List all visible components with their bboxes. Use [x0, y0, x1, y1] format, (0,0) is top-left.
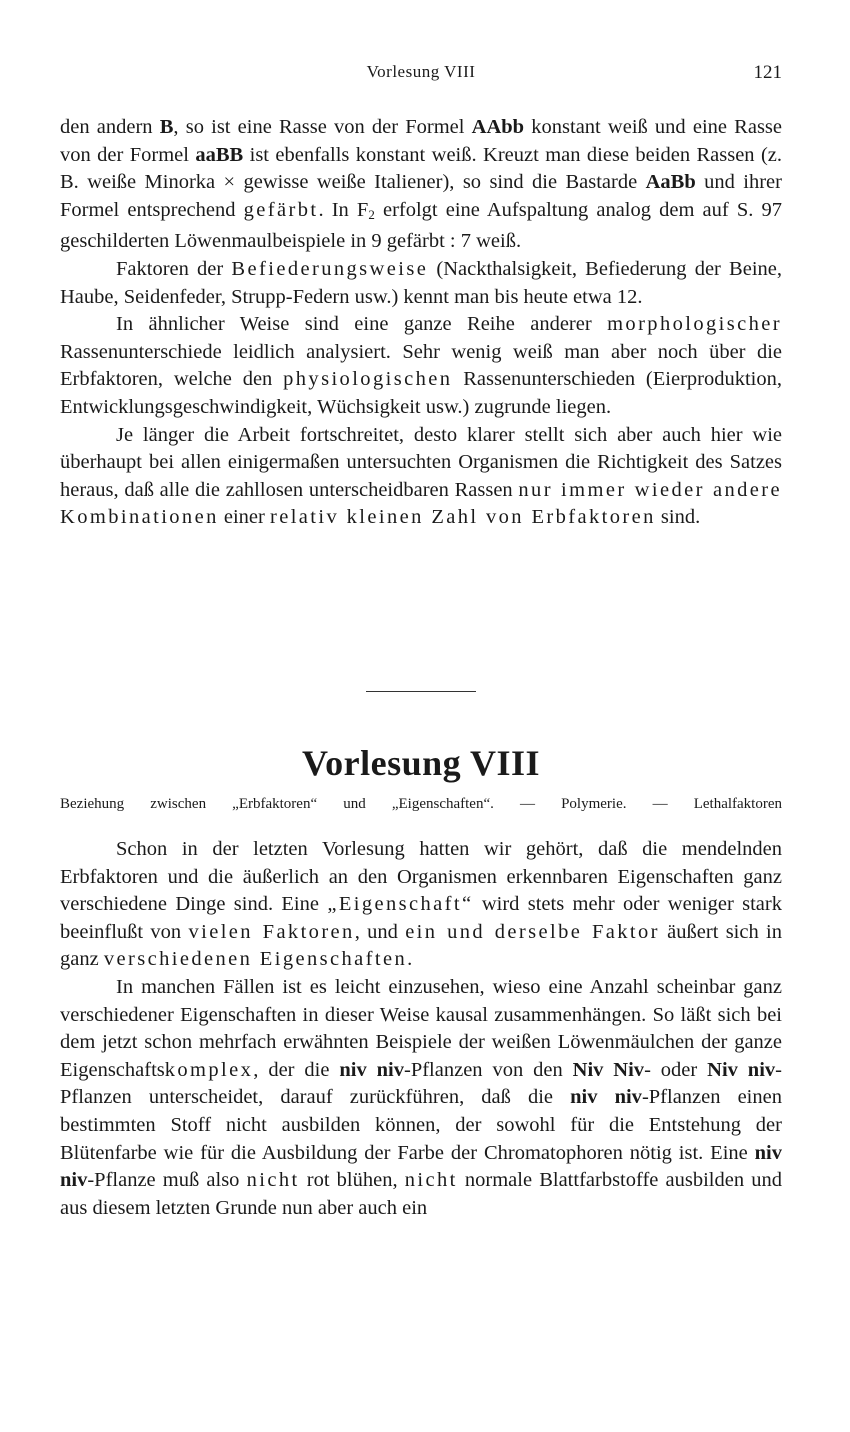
paragraph: In ähnlicher Weise sind eine ganze Reihe anderer morphologischer Rassenunterschiede leidlich analysiert. Sehr wenig weiß man aber noch über die Erbfaktoren, welche den physiologischen Rassenunterschieden (Eierproduktion, Entwicklungsgeschwindigkeit, Wüchsigkeit usw.) zugrunde liegen. [60, 313, 782, 418]
section-divider [366, 691, 476, 692]
section-continued-text [60, 114, 782, 532]
paragraph: Faktoren der Befiederungsweise (Nackthalsigkeit, Befiederung der Beine, Haube, Seidenfeder, Strupp-Federn usw.) kennt man bis heute etwa 12. [60, 257, 782, 308]
paragraph: In manchen Fällen ist es leicht einzusehen, wieso eine Anzahl scheinbar ganz verschiedener Eigenschaften in dieser Weise kausal zusammenhängen. So läßt sich bei dem jetzt schon mehrfach erwähnten Beispiele der weißen Löwenmäulchen der ganze Eigenschaftskomplex, der die niv niv-Pflanzen von den Niv Niv- oder Niv niv-Pflanzen unterscheidet, darauf zurückführen, daß die niv niv-Pflanzen einen bestimmten Stoff nicht ausbilden können, der sowohl für die Entstehung der Blütenfarbe wie für die Ausbildung der Farbe der Chromatophoren nötig ist. Eine niv niv-Pflanze muß also nicht rot blühen, nicht normale Blattfarbstoffe ausbilden und aus diesem letzten Grunde nun aber auch ein [60, 975, 783, 1219]
chapter-subtitle: Beziehung zwischen „Erbfaktoren“ und „Eigenschaften“. — Polymerie. — Lethalfaktoren [60, 796, 782, 812]
chapter-body-text [60, 836, 782, 1222]
running-title: Vorlesung VIII [366, 62, 476, 81]
paragraph: Je länger die Arbeit fortschreitet, desto klarer stellt sich aber auch hier wie überhaupt bei allen einigermaßen untersuchten Organismen die Richtigkeit des Satzes heraus, daß alle die zahllosen unterscheidbaren Rassen nur immer wieder andere Kombinationen einer relativ kleinen Zahl von Erbfaktoren sind. [60, 423, 782, 529]
page-number: 121 [753, 62, 782, 83]
running-header [60, 62, 782, 88]
paragraph: den andern B, so ist eine Rasse von der Formel AAbb konstant weiß und eine Rasse von der Formel aaBB ist ebenfalls konstant weiß. Kreuzt man diese beiden Rassen (z. B. weiße Minorka × gewisse weiße Italiener), so sind die Bastarde AaBb und ihrer Formel entsprechend gefärbt. In $F_2$ erfolgt eine Aufspaltung analog dem auf S. 97 geschilderten Löwenmaulbeispiele in 9 gefärbt : 7 weiß. [60, 116, 783, 253]
paragraph: Schon in der letzten Vorlesung hatten wir gehört, daß die mendelnden Erbfaktoren und die äußerlich an den Organismen erkennbaren Eigenschaften ganz verschiedene Dinge sind. Eine „Eigenschaft“ wird stets mehr oder weniger stark beeinflußt von vielen Faktoren, und ein und derselbe Faktor äußert sich in ganz verschiedenen Eigenschaften. [60, 838, 782, 971]
chapter-title: Vorlesung VIII [301, 743, 541, 783]
